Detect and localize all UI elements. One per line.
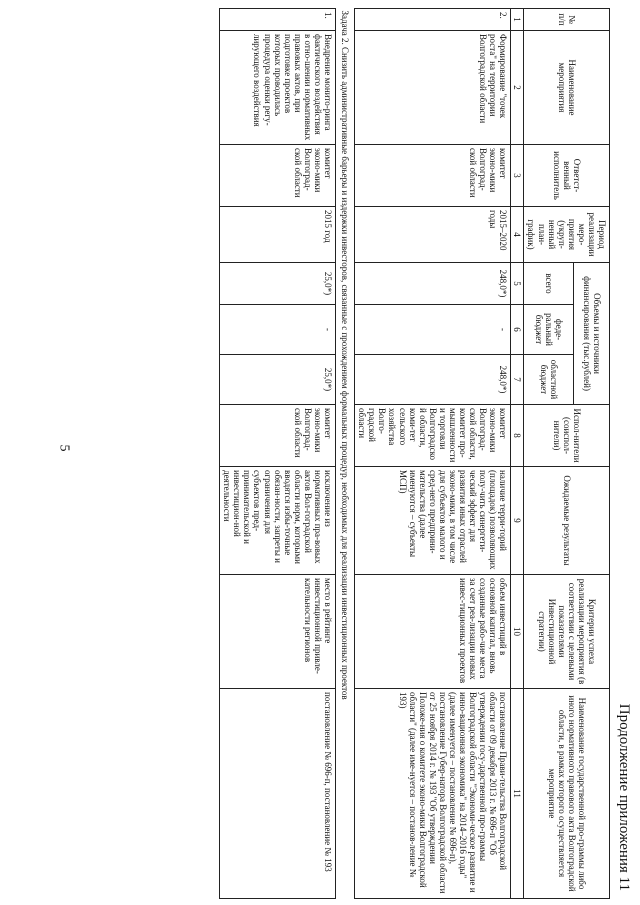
header-criteria: Критерии успеха реализации мероприятия (в соответствии с целевыми показателями Инвестиционной стратегии) [524, 575, 610, 689]
row-criteria: объем инвестиций в основной капитал, вновь созданные рабо-чие места за счет реа-лизации новых инвес-тиционных проектов [355, 575, 511, 689]
header-name: Наименование мероприятия [524, 31, 610, 145]
task-title: Задача 2. Снизить административные барьеры и издержки инвесторов, связанные с прохождением формальных процедур, необходимых для реализации инвестиционных проектов [336, 9, 355, 899]
task-row [336, 9, 355, 899]
column-number: 5 [511, 263, 524, 305]
row-results: исключение из нормативных пра-вовых актов Вол-гоградской области норм, которыми вводятся избы-точные обязан-ности, запреты и ограничения для субъектов пред-принимательской и инвестицион-ной деятельности [220, 467, 336, 575]
column-number: 4 [511, 207, 524, 263]
table-row [355, 9, 511, 899]
header-financing: Объемы и источники финансирования (тыс.рублей) [574, 263, 610, 405]
row-name: Внедрение монито-ринга фактического воздействия в отно-шении нормативных правовых актов, при подготовке проектов которых проводилась процедура оценки регу-лирующего воздействия [220, 31, 336, 145]
column-number: 8 [511, 405, 524, 467]
header-program: Наименование государственной про-граммы либо иного нормативного правового акта Волгоградской области, в рамках которого осуществляется мероприятие [524, 689, 610, 899]
row-responsible: комитет эконо-мики Волгоград-ской области [220, 145, 336, 207]
row-program: постановление Прави-тельства Волгоградской области от 09 декабря 2013 г. № 696-п "Об утверждении госу-дарственной про-граммы Волгоградской области "Экономи-ческое развитие и инно-вационная экономика" на 2014–2016 годы" (далее именуется – постановление № 696-п), постановление Губер-натора Волгоградской области от 25 ноября 2014 г. № 193 "Об утверждении Положе-ния о комитете эконо-мики Волгоградской области" (далее име-нуется – постанов-ление № 193) [355, 689, 511, 899]
row-results: наличие терри-торий (площадок) позволяющих полу-чить синергети-ческий эффект для развития иных отраслей эконо-мики, в том числе для субъектов малого и сред-него предприни-мательства (далее именуются – субъекты МСП) [355, 467, 511, 575]
row-regional: 25,0*) [220, 355, 336, 405]
row-responsible: комитет эконо-мики Волгоград-ской области [355, 145, 511, 207]
column-number: 3 [511, 145, 524, 207]
row-federal: - [355, 305, 511, 355]
row-period: 2015 год [220, 207, 336, 263]
row-executors: комитет эконо-мики Волгоград-ской области, комитет про-мышленности и торговли Волгоградской области, коми-тет сельского хозяйства Волго-градской области [355, 405, 511, 467]
column-number: 1 [511, 9, 524, 31]
row-regional: 248,0*) [355, 355, 511, 405]
row-criteria: место в рейтинге инвестиционной привле-кательности регионов [220, 575, 336, 689]
row-period: 2015–2020 годы [355, 207, 511, 263]
row-executors: комитет эконо-мики Волгоград-ской области [220, 405, 336, 467]
column-number: 6 [511, 305, 524, 355]
row-name: Формирование "точек роста" на территории Волгоградской области [355, 31, 511, 145]
row-total: 248,0*) [355, 263, 511, 305]
row-num: 2. [355, 9, 511, 31]
header-federal: феде-ральный бюджет [524, 305, 574, 355]
table-row [220, 9, 336, 899]
row-total: 25,0*) [220, 263, 336, 305]
continuation-title: Продолжение приложения 11 [616, 703, 632, 891]
header-row [574, 9, 610, 899]
column-number: 2 [511, 31, 524, 145]
header-num: № п/п [524, 9, 610, 31]
row-num: 1. [220, 9, 336, 31]
column-number-row [511, 9, 524, 899]
header-regional: областной бюджет [524, 355, 574, 405]
header-period: Период реализации меро-приятия (укруп-ненный план-график) [524, 207, 610, 263]
measures-table [219, 8, 610, 899]
row-program: постановление № 696-п, постановление № 193 [220, 689, 336, 899]
header-results: Ожидаемые результаты [524, 467, 610, 575]
column-number: 11 [511, 689, 524, 899]
column-number: 10 [511, 575, 524, 689]
header-executors: Испол-нители (соиспол-нители) [524, 405, 610, 467]
column-number: 9 [511, 467, 524, 575]
header-responsible: Ответст-венный исполнитель [524, 145, 610, 207]
row-federal: - [220, 305, 336, 355]
header-total: всего [524, 263, 574, 305]
column-number: 7 [511, 355, 524, 405]
page-number: 5 [56, 444, 72, 452]
